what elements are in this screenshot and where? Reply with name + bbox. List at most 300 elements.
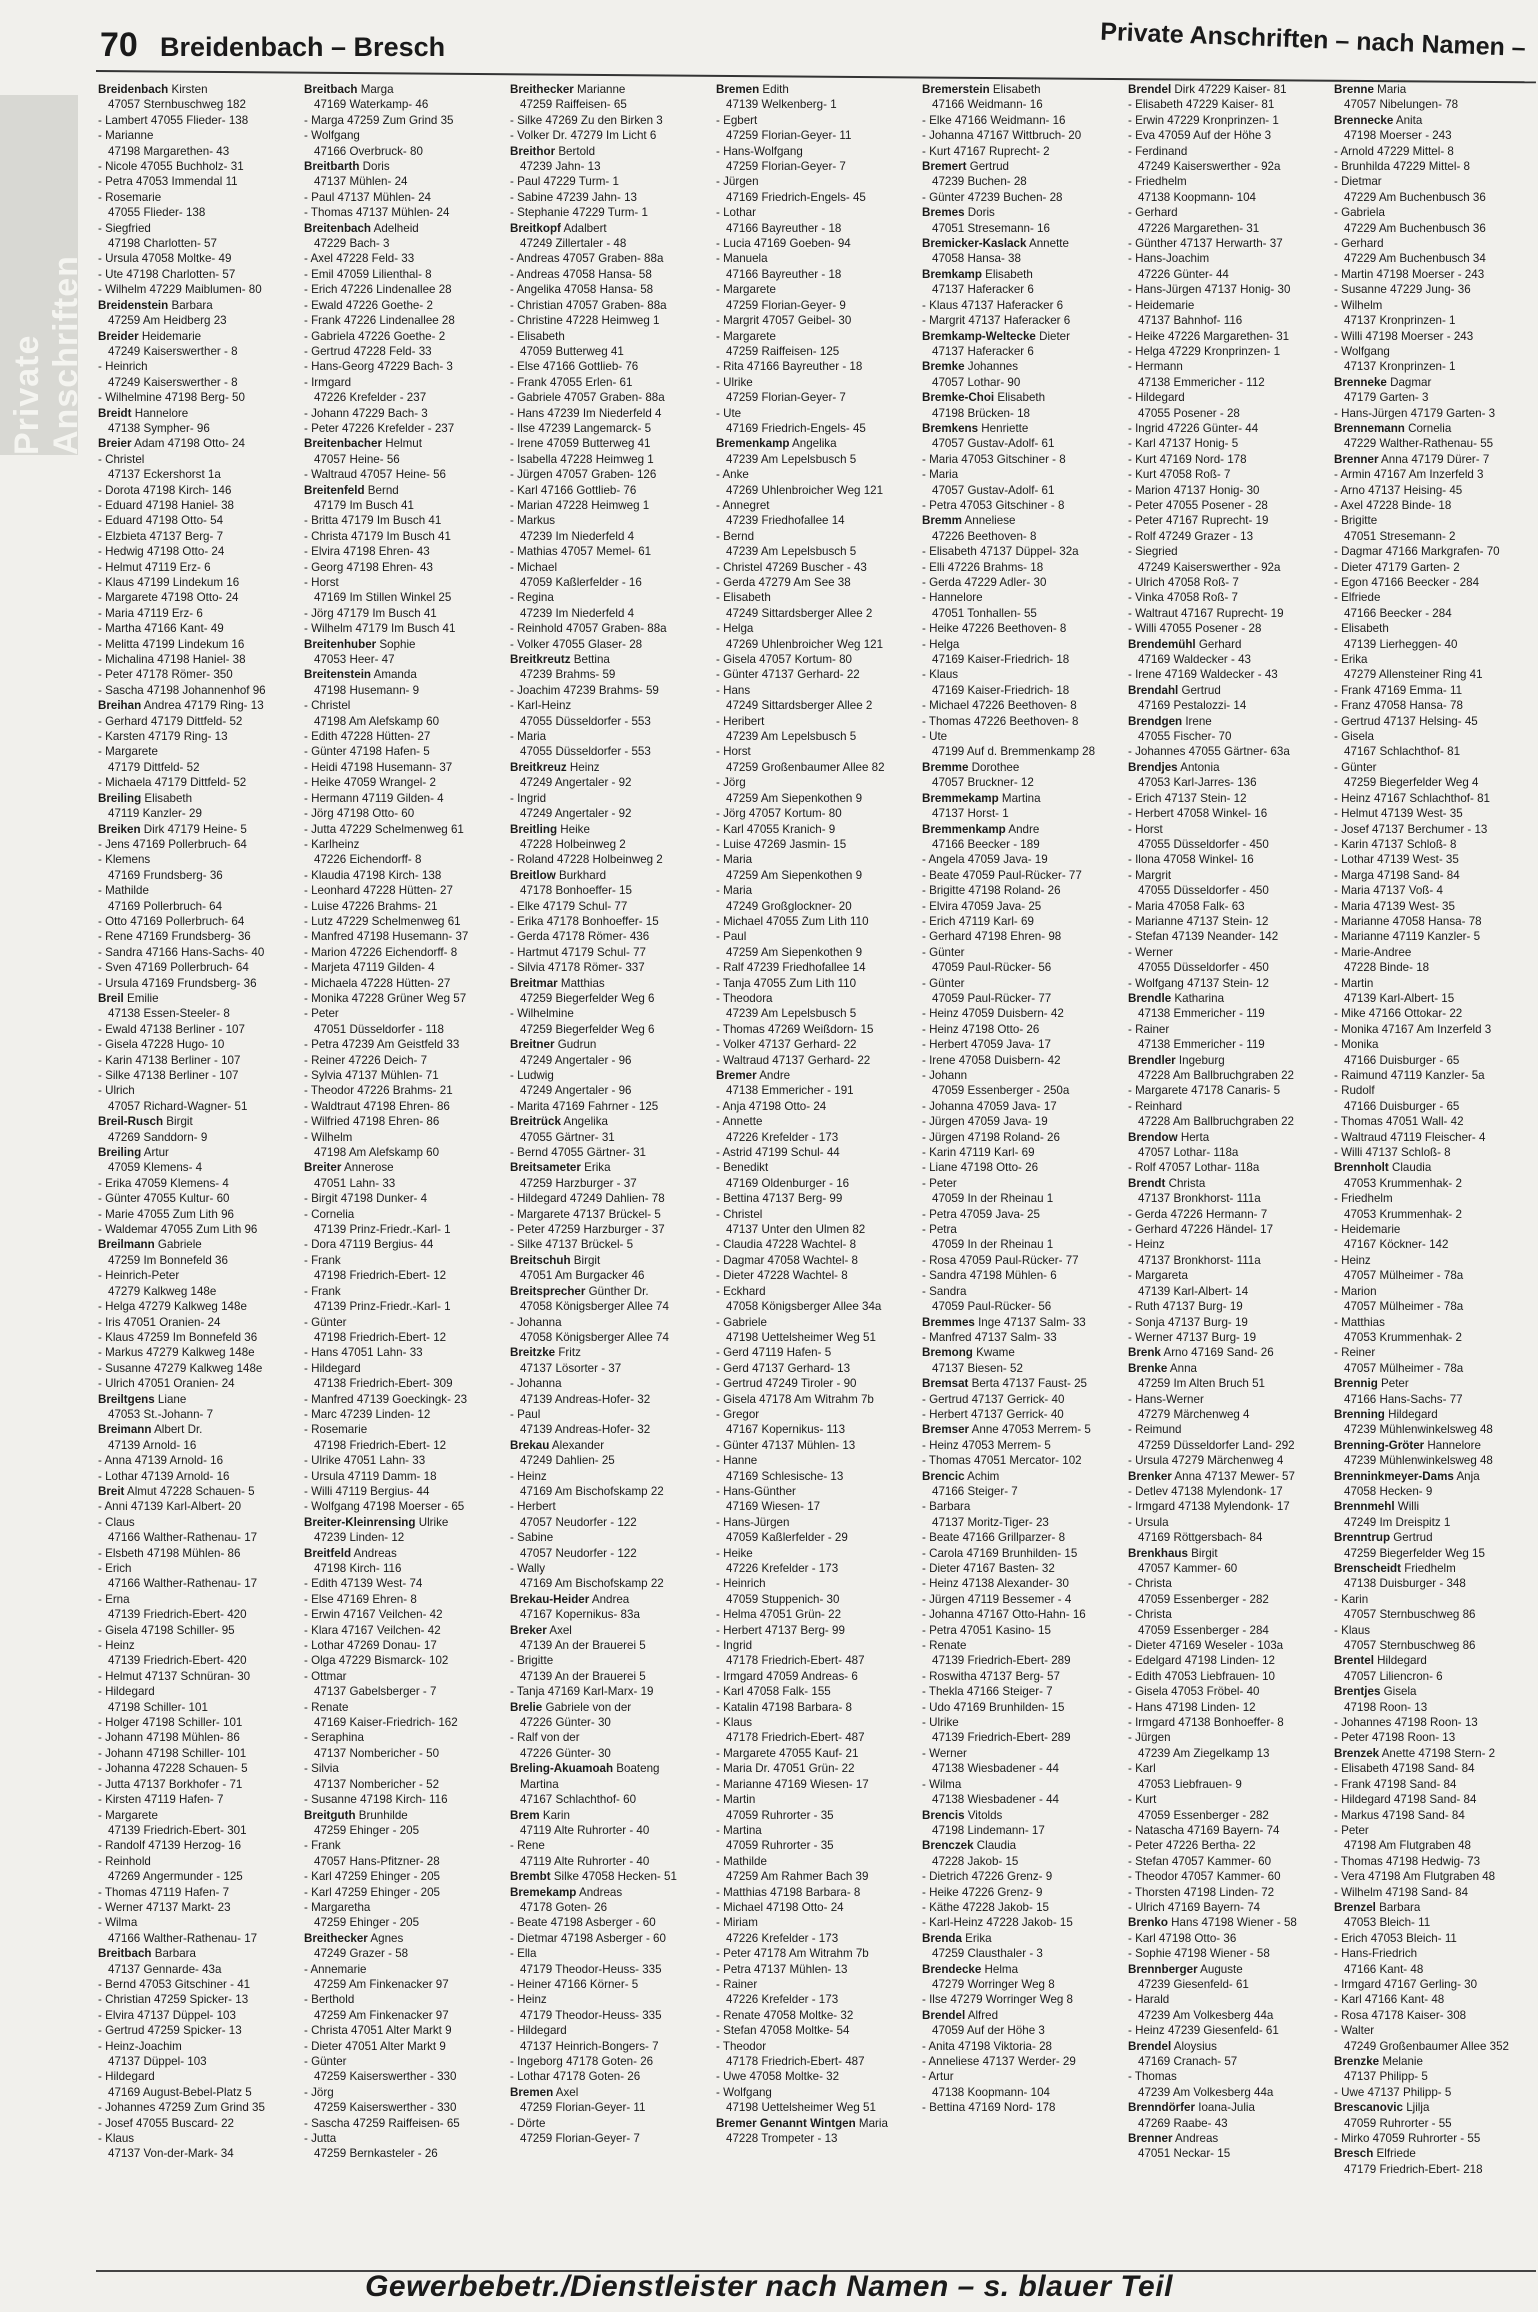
entry-surname: Breitrück — [510, 1115, 561, 1129]
entry-surname: Brenner — [1128, 2132, 1173, 2146]
entry-given-name: Gertrud — [1390, 1531, 1433, 1545]
entry-address: 47169 Pollerbruch- 64 — [108, 899, 223, 913]
directory-entry — [922, 1268, 1122, 1283]
entry-address: 47259 Am Finkenacker 97 — [314, 1977, 449, 1991]
entry-surname: Breitkopf — [510, 221, 561, 235]
entry-first-line — [922, 267, 1122, 282]
directory-entry — [716, 590, 916, 621]
entry-first-line — [98, 1484, 298, 1499]
entry-first-line — [98, 621, 298, 636]
entry-given-name: - Ralf von der — [510, 1731, 580, 1745]
entry-first-line — [1334, 82, 1534, 97]
directory-entry — [510, 282, 710, 297]
entry-first-line — [510, 652, 710, 667]
entry-first-line — [98, 1330, 298, 1345]
entry-surname: Brem — [510, 1808, 540, 1822]
entry-first-line — [716, 667, 916, 682]
directory-entry — [98, 2131, 298, 2162]
entry-given-name: - Herbert — [510, 1500, 556, 1514]
entry-given-name: - Waldemar 47055 Zum Lith 96 — [98, 1223, 258, 1237]
entry-first-line — [510, 1561, 710, 1576]
entry-first-line — [716, 1145, 916, 1160]
entry-first-line — [510, 298, 710, 313]
directory-entry — [716, 1823, 916, 1854]
entry-first-line — [1334, 1160, 1534, 1175]
entry-first-line — [98, 1453, 298, 1468]
entry-first-line — [510, 113, 710, 128]
entry-address: 47259 Am Siepenkothen 9 — [726, 868, 863, 882]
directory-entry — [716, 652, 916, 667]
entry-given-name: - Hildegard — [304, 1361, 361, 1375]
directory-entry — [510, 1530, 710, 1561]
directory-entry — [98, 390, 298, 405]
directory-entry — [1128, 1653, 1328, 1668]
entry-given-name: Barbara — [151, 1947, 196, 1961]
entry-surname: Brendow — [1128, 1130, 1178, 1144]
entry-first-line — [1128, 1268, 1328, 1283]
directory-entry — [304, 159, 504, 190]
directory-entry — [510, 1068, 710, 1099]
directory-entry — [1334, 1114, 1534, 1129]
entry-address: 47057 Sternbuschweg 86 — [1344, 1608, 1476, 1622]
entry-given-name: - Helmut 47139 West- 35 — [1334, 807, 1463, 821]
directory-entry — [510, 698, 710, 729]
entry-first-line — [510, 1499, 710, 1514]
entry-first-line — [304, 621, 504, 636]
directory-entry — [98, 1268, 298, 1299]
directory-entry — [716, 683, 916, 714]
entry-address: 47057 Mülheimer - 78a — [1344, 1361, 1464, 1375]
entry-first-line — [1128, 1176, 1328, 1191]
entry-given-name: - Irene 47169 Waldecker - 43 — [1128, 668, 1278, 682]
entry-given-name: - Dieter 47051 Alter Markt 9 — [304, 2039, 446, 2053]
directory-entry — [922, 1869, 1122, 1884]
directory-entry — [98, 1453, 298, 1468]
directory-entry — [304, 960, 504, 975]
directory-entry — [1128, 637, 1328, 668]
entry-given-name: - Jörg — [716, 776, 746, 790]
entry-given-name: Gisela — [1380, 1685, 1417, 1699]
entry-given-name: - Marian 47228 Heimweg 1 — [510, 498, 650, 512]
entry-given-name: - Jörg 47198 Otto- 60 — [304, 807, 415, 821]
entry-address: 47259 Biegerfelder Weg 6 — [520, 1022, 655, 1036]
entry-given-name: - Petra — [922, 1223, 957, 1237]
entry-first-line — [304, 945, 504, 960]
entry-given-name: Johannes — [964, 360, 1019, 374]
directory-entry — [510, 329, 710, 360]
directory-entry — [1128, 1268, 1328, 1299]
entry-given-name: - Detlev 47138 Mylendonk- 17 — [1128, 1484, 1283, 1498]
entry-given-name: - Thomas 47226 Beethoven- 8 — [922, 714, 1079, 728]
directory-entry — [716, 1237, 916, 1252]
entry-given-name: - Werner 47137 Markt- 23 — [98, 1900, 231, 1914]
entry-first-line — [1128, 329, 1328, 344]
entry-address: 47138 Wiesbadener - 44 — [932, 1793, 1059, 1807]
entry-given-name: - Margrit — [1128, 868, 1172, 882]
directory-entry — [716, 1915, 916, 1946]
entry-given-name: - Vera 47198 Am Flutgraben 48 — [1334, 1870, 1496, 1884]
entry-given-name: - Ute — [922, 730, 948, 744]
directory-entry — [922, 1222, 1122, 1253]
entry-given-name: - Günter 47137 Mühlen- 13 — [716, 1438, 856, 1452]
entry-first-line — [716, 1237, 916, 1252]
directory-entry — [304, 513, 504, 528]
entry-first-line — [98, 221, 298, 236]
entry-first-line — [510, 2054, 710, 2069]
entry-given-name: - Tanja 47055 Zum Lith 110 — [716, 976, 857, 990]
entry-given-name: - Karl 47058 Falk- 155 — [716, 1685, 831, 1699]
directory-entry — [1128, 1962, 1328, 1993]
entry-address: 47226 Günter- 30 — [520, 1746, 611, 1760]
directory-entry — [304, 1392, 504, 1407]
entry-first-line — [1334, 1145, 1534, 1160]
entry-given-name: Birgit — [1187, 1546, 1218, 1560]
entry-first-line — [510, 251, 710, 266]
directory-entry — [922, 1438, 1122, 1453]
entry-given-name: - Dieter 47179 Garten- 2 — [1334, 560, 1460, 574]
entry-first-line — [98, 1561, 298, 1576]
entry-surname: Brenko — [1128, 1916, 1168, 1930]
entry-address: 47226 Günter- 44 — [1138, 267, 1229, 281]
entry-first-line — [1334, 1130, 1534, 1145]
directory-entry — [1128, 329, 1328, 344]
entry-address: 47226 Krefelder - 173 — [726, 1130, 839, 1144]
directory-column-7 — [1334, 82, 1534, 2272]
directory-entry — [716, 991, 916, 1022]
entry-given-name: Gertrud — [1178, 683, 1221, 697]
directory-entry — [922, 513, 1122, 544]
directory-entry — [922, 205, 1122, 236]
directory-entry — [716, 2116, 916, 2147]
entry-first-line — [922, 822, 1122, 837]
side-tab — [0, 95, 85, 455]
directory-column-5 — [922, 82, 1122, 2272]
directory-entry — [922, 729, 1122, 760]
directory-entry — [510, 251, 710, 266]
directory-entry — [98, 1515, 298, 1546]
entry-surname: Breitlow — [510, 868, 556, 882]
directory-entry — [716, 1576, 916, 1607]
entry-first-line — [1334, 2054, 1534, 2069]
entry-address: 47169 Kaiser-Friedrich- 18 — [932, 683, 1070, 697]
entry-first-line — [304, 467, 504, 482]
entry-first-line — [510, 1684, 710, 1699]
entry-first-line — [304, 1253, 504, 1268]
entry-first-line — [1334, 483, 1534, 498]
entry-given-name: - Martin — [1334, 976, 1374, 990]
entry-first-line — [510, 976, 710, 991]
entry-first-line — [304, 2023, 504, 2038]
entry-address: 47239 Am Lepelsbusch 5 — [726, 545, 857, 559]
entry-given-name: - Helmut 47137 Schnüran- 30 — [98, 1669, 251, 1683]
entry-given-name: Anette 47198 Stern- 2 — [1379, 1746, 1496, 1760]
entry-address: 47249 Sittardsberger Allee 2 — [726, 606, 873, 620]
directory-entry — [304, 1053, 504, 1068]
entry-given-name: - Armin 47167 Am Inzerfeld 3 — [1334, 468, 1484, 482]
entry-first-line — [1128, 1962, 1328, 1977]
entry-first-line — [1128, 1453, 1328, 1468]
directory-entry — [510, 483, 710, 498]
entry-given-name: - Kurt 47169 Nord- 178 — [1128, 452, 1247, 466]
entry-first-line — [510, 2116, 710, 2131]
entry-given-name: - Nicole 47055 Buchholz- 31 — [98, 160, 244, 174]
entry-given-name: - Marga 47198 Sand- 84 — [1334, 868, 1460, 882]
entry-given-name: Doris — [359, 160, 390, 174]
directory-entry — [98, 2039, 298, 2070]
entry-surname: Bremer Genannt Wintgen — [716, 2116, 856, 2130]
directory-entry — [510, 1469, 710, 1500]
directory-entry — [716, 113, 916, 144]
entry-first-line — [716, 1515, 916, 1530]
directory-entry — [1128, 1515, 1328, 1546]
entry-given-name: - Maria 47058 Falk- 63 — [1128, 899, 1245, 913]
directory-entry — [304, 729, 504, 744]
entry-first-line — [510, 1931, 710, 1946]
directory-entry — [1334, 1900, 1534, 1931]
entry-given-name: - Reinhard — [1128, 1099, 1183, 1113]
directory-entry — [716, 1392, 916, 1407]
entry-first-line — [304, 190, 504, 205]
entry-first-line — [304, 1962, 504, 1977]
directory-entry — [1128, 1299, 1328, 1314]
entry-first-line — [510, 2085, 710, 2100]
directory-entry — [716, 1977, 916, 2008]
entry-address: 47249 Angertaler - 92 — [520, 807, 632, 821]
directory-entry — [922, 1207, 1122, 1222]
entry-address: 47178 Goten- 26 — [520, 1900, 608, 1914]
directory-entry — [922, 667, 1122, 698]
entry-given-name: - Johanna — [510, 1315, 562, 1329]
entry-given-name: Bettina — [570, 653, 610, 667]
entry-first-line — [304, 329, 504, 344]
entry-first-line — [304, 313, 504, 328]
entry-given-name: - Ulrich — [98, 1084, 135, 1098]
entry-first-line — [1128, 529, 1328, 544]
entry-given-name: - Kurt 47058 Roß- 7 — [1128, 468, 1231, 482]
directory-entry — [1128, 976, 1328, 991]
entry-address: 47167 Schlachthof- 81 — [1344, 745, 1461, 759]
entry-first-line — [304, 1592, 504, 1607]
entry-given-name: Adam 47198 Otto- 24 — [131, 437, 245, 451]
entry-surname: Breitenbach — [304, 221, 372, 235]
entry-given-name: - Mathias 47057 Memel- 61 — [510, 545, 652, 559]
entry-address: 47137 Heinrich-Bongers- 7 — [520, 2039, 659, 2053]
entry-given-name: - Dieter 47167 Basten- 32 — [922, 1562, 1055, 1575]
entry-first-line — [1334, 929, 1534, 944]
entry-given-name: - Cornelia — [304, 1207, 355, 1221]
entry-given-name: - Marion — [1334, 1284, 1377, 1298]
entry-given-name: - Willi 47137 Schloß- 8 — [1334, 1146, 1451, 1160]
entry-given-name: - Margrit 47137 Haferacker 6 — [922, 314, 1071, 328]
entry-first-line — [922, 590, 1122, 605]
entry-given-name: - Lothar 47269 Donau- 17 — [304, 1639, 437, 1653]
entry-address: 47198 Lindemann- 17 — [932, 1823, 1045, 1837]
directory-entry — [98, 852, 298, 883]
entry-given-name: - Helga — [716, 622, 754, 636]
entry-given-name: Peter — [1377, 1377, 1409, 1391]
entry-given-name: - Wilhelmine — [510, 1007, 574, 1021]
directory-entry — [922, 467, 1122, 498]
entry-given-name: - Markus 47198 Sand- 84 — [1334, 1808, 1465, 1822]
entry-address: 47057 Lothar- 118a — [1138, 1146, 1239, 1160]
entry-first-line — [922, 1284, 1122, 1299]
entry-given-name: - Karin 47137 Schloß- 8 — [1334, 837, 1457, 851]
directory-entry — [98, 113, 298, 128]
entry-first-line — [510, 1885, 710, 1900]
directory-entry — [922, 1022, 1122, 1037]
entry-given-name: - Sven 47169 Pollerbruch- 64 — [98, 961, 249, 975]
entry-given-name: Brunhilde — [355, 1808, 408, 1822]
entry-given-name: - Maria 47053 Gitschiner - 8 — [922, 452, 1066, 466]
entry-address: 47119 Alte Ruhrorter - 40 — [520, 1823, 650, 1837]
entry-surname: Bremke — [922, 360, 965, 374]
entry-first-line — [98, 606, 298, 621]
entry-address: 47259 Florian-Geyer- 7 — [726, 391, 846, 405]
directory-entry — [1128, 483, 1328, 498]
directory-entry — [716, 1022, 916, 1037]
entry-first-line — [922, 1438, 1122, 1453]
directory-entry — [1128, 991, 1328, 1022]
entry-given-name: - Eckhard — [716, 1284, 766, 1298]
entry-first-line — [304, 822, 504, 837]
entry-given-name: - Horst — [716, 745, 751, 759]
directory-entry — [510, 1037, 710, 1068]
entry-first-line — [1128, 1330, 1328, 1345]
entry-given-name: Ljilja — [1402, 2101, 1430, 2115]
directory-entry — [716, 883, 916, 914]
entry-address: 47139 Friedrich-Ebert- 289 — [932, 1654, 1071, 1668]
entry-first-line — [1334, 467, 1534, 482]
entry-first-line — [922, 1222, 1122, 1237]
entry-given-name: - Rita 47166 Bayreuther - 18 — [716, 360, 863, 374]
entry-given-name: - Klaus 47259 Im Bonnefeld 36 — [98, 1330, 258, 1344]
directory-entry — [98, 513, 298, 528]
directory-entry — [716, 467, 916, 498]
directory-entry — [510, 1376, 710, 1407]
entry-given-name: - Hildegard — [98, 1685, 155, 1699]
directory-entry — [510, 2023, 710, 2054]
entry-first-line — [1334, 1777, 1534, 1792]
entry-first-line — [922, 868, 1122, 883]
entry-given-name: - Käthe 47228 Jakob- 15 — [922, 1900, 1049, 1914]
entry-given-name: - Kirsten 47119 Hafen- 7 — [98, 1793, 224, 1807]
entry-first-line — [510, 205, 710, 220]
directory-entry — [98, 575, 298, 590]
entry-address: 47137 Eckershorst 1a — [108, 468, 221, 482]
entry-given-name: - Thomas 47051 Wall- 42 — [1334, 1115, 1464, 1129]
directory-entry — [1334, 2131, 1534, 2146]
entry-address: 47259 Am Siepenkothen 9 — [726, 791, 863, 805]
entry-first-line — [1334, 421, 1534, 436]
entry-surname: Bremkens — [922, 421, 979, 435]
entry-first-line — [304, 1546, 504, 1561]
entry-given-name: - Hans-Wolfgang — [716, 144, 803, 158]
directory-entry — [510, 1191, 710, 1206]
entry-first-line — [922, 1022, 1122, 1037]
entry-first-line — [1334, 976, 1534, 991]
directory-entry — [1334, 1068, 1534, 1083]
entry-given-name: - Ferdinand — [1128, 144, 1188, 158]
entry-first-line — [716, 2008, 916, 2023]
entry-first-line — [922, 621, 1122, 636]
directory-entry — [98, 1176, 298, 1191]
entry-surname: Brenscheidt — [1334, 1562, 1402, 1575]
entry-given-name: - Josef 47137 Berchumer - 13 — [1334, 822, 1488, 836]
entry-first-line — [716, 1315, 916, 1330]
entry-first-line — [716, 714, 916, 729]
directory-entry — [98, 174, 298, 189]
entry-first-line — [510, 1761, 710, 1776]
entry-given-name: - Margarete — [716, 329, 776, 343]
entry-first-line — [922, 1576, 1122, 1591]
entry-address: 47179 Theodor-Heuss- 335 — [520, 2008, 662, 2022]
entry-surname: Breitfeld — [304, 1546, 352, 1560]
directory-entry — [510, 1977, 710, 1992]
entry-first-line — [98, 1237, 298, 1252]
directory-entry — [98, 1469, 298, 1484]
entry-surname: Brennholt — [1334, 1161, 1389, 1175]
entry-first-line — [98, 282, 298, 297]
entry-first-line — [510, 1838, 710, 1853]
entry-address: 47059 Ruhrorter - 35 — [726, 1808, 834, 1822]
directory-entry — [1334, 1006, 1534, 1021]
directory-entry — [304, 1730, 504, 1761]
entry-given-name: - Heinrich — [716, 1577, 766, 1591]
entry-address: 47138 Essen-Steeler- 8 — [108, 1007, 230, 1021]
directory-entry — [716, 1715, 916, 1746]
directory-entry — [1334, 159, 1534, 174]
entry-given-name: - Johann — [922, 1069, 968, 1082]
entry-address: 47269 Sanddorn- 9 — [108, 1130, 208, 1144]
entry-first-line — [922, 1638, 1122, 1653]
entry-address: 47053 Krummenhak- 2 — [1344, 1330, 1462, 1344]
entry-given-name: - Lambert 47055 Flieder- 138 — [98, 113, 249, 127]
entry-first-line — [1128, 791, 1328, 806]
entry-first-line — [304, 667, 504, 682]
directory-entry — [1128, 1222, 1328, 1237]
entry-surname: Bresch — [1334, 2147, 1374, 2161]
directory-entry — [1128, 1453, 1328, 1468]
directory-entry — [304, 1361, 504, 1392]
entry-first-line — [510, 1700, 710, 1715]
directory-entry — [510, 1345, 710, 1376]
entry-given-name: - Johanna 47167 Otto-Hahn- 16 — [922, 1608, 1086, 1622]
entry-given-name: - Wilma — [98, 1916, 138, 1930]
entry-given-name: - Klaus — [922, 668, 959, 682]
entry-address: 47229 Am Buchenbusch 34 — [1344, 252, 1486, 266]
entry-first-line — [98, 1838, 298, 1853]
entry-given-name: - Christine 47228 Heimweg 1 — [510, 314, 660, 328]
entry-given-name: - Hans-Jürgen 47137 Honig- 30 — [1128, 283, 1291, 297]
entry-first-line — [510, 1345, 710, 1360]
entry-address: 47169 Frundsberg- 36 — [108, 868, 223, 882]
entry-first-line — [1334, 267, 1534, 282]
entry-given-name: - Wally — [510, 1562, 545, 1575]
directory-entry — [716, 375, 916, 406]
entry-first-line — [98, 945, 298, 960]
entry-first-line — [1128, 174, 1328, 189]
entry-given-name: - Peter 47167 Ruprecht- 19 — [1128, 514, 1269, 528]
entry-first-line — [510, 852, 710, 867]
entry-first-line — [922, 2100, 1122, 2115]
directory-entry — [922, 82, 1122, 113]
directory-entry — [1334, 1222, 1534, 1253]
directory-entry — [1128, 1130, 1328, 1161]
entry-given-name: - Karl 47259 Ehinger - 205 — [304, 1885, 440, 1899]
entry-address: 47198 Margarethen- 43 — [108, 144, 230, 158]
directory-entry — [304, 1607, 504, 1622]
entry-given-name: Inge 47137 Salm- 33 — [974, 1315, 1086, 1329]
